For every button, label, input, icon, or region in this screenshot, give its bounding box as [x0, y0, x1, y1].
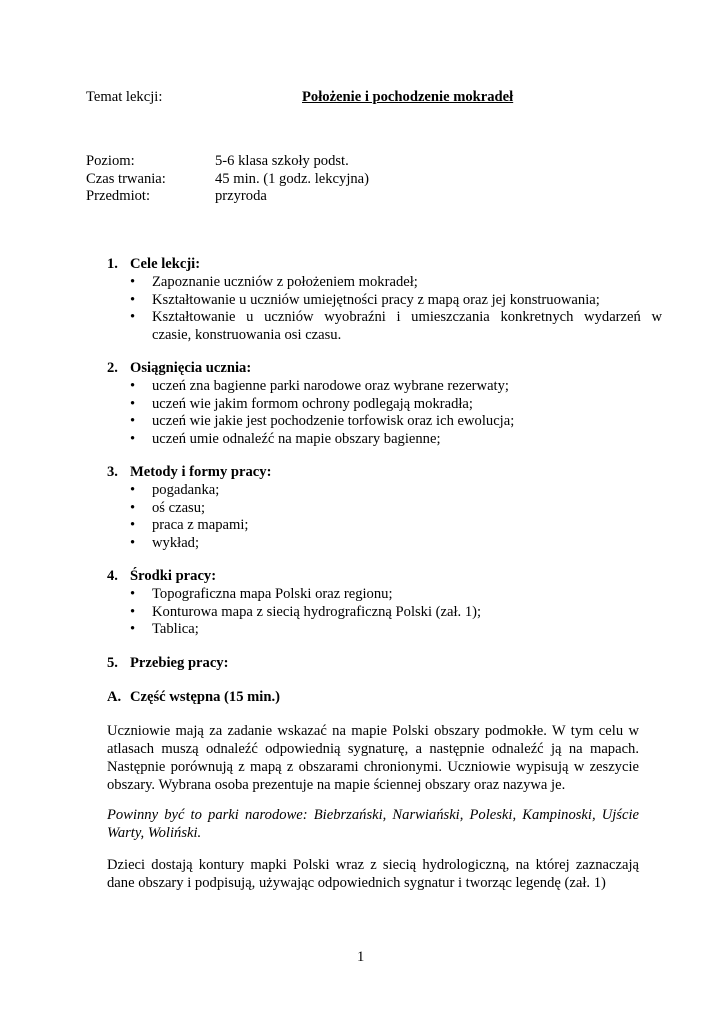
- meta-label-duration: Czas trwania:: [86, 171, 166, 187]
- section-number: 3.: [107, 464, 118, 480]
- bullet-icon: •: [130, 431, 136, 447]
- bullet-icon: •: [130, 482, 136, 498]
- section-title: Cele lekcji:: [130, 256, 201, 272]
- section-letter: A.: [107, 689, 122, 705]
- section-title: Środki pracy:: [130, 568, 217, 584]
- section-title-course: Przebieg pracy:: [130, 655, 229, 671]
- bullet-icon: •: [130, 535, 136, 551]
- bullet-icon: •: [130, 604, 136, 620]
- paragraph-parks: Powinny być to parki narodowe: Biebrzański, Narwiański, Poleski, Kampinoski, Ujście Warty, Woliński.: [107, 807, 639, 841]
- section-title: Metody i formy pracy:: [130, 464, 272, 480]
- meta-label-level: Poziom:: [86, 153, 135, 169]
- topic-label: Temat lekcji:: [86, 89, 163, 105]
- section-title: Osiągnięcia ucznia:: [130, 360, 252, 376]
- bullet-icon: •: [130, 292, 136, 308]
- bullet-icon: •: [130, 274, 136, 290]
- paragraph-map-task: Dzieci dostają kontury mapki Polski wraz z siecią hydrologiczną, na której zaznaczają dane obszary i podpisują, używając odpowiednich sygnatur i tworząc legendę (zał. 1): [107, 857, 639, 891]
- bullet-icon: •: [130, 621, 136, 637]
- meta-label-subject: Przedmiot:: [86, 188, 151, 204]
- bullet-icon: •: [130, 500, 136, 516]
- meta-value-duration: 45 min. (1 godz. lekcyjna): [215, 171, 370, 187]
- page-title: Położenie i pochodzenie mokradeł: [302, 89, 514, 105]
- section-number: 4.: [107, 568, 118, 584]
- meta-value-level: 5-6 klasa szkoły podst.: [215, 153, 349, 169]
- page-number: 1: [357, 949, 365, 965]
- meta-value-subject: przyroda: [215, 188, 267, 204]
- bullet-icon: •: [130, 517, 136, 533]
- bullet-icon: •: [130, 396, 136, 412]
- paragraph-intro: Uczniowie mają za zadanie wskazać na mapie Polski obszary podmokłe. W tym celu w atlasach muszą odnaleźć odpowiednią sygnaturę, a następnie odnaleźć ją na mapach. Następnie porównują z mapą z obszarami chronionymi. Uczniowie wypisują w zeszycie obszary. Wybrana osoba prezentuje na mapie ściennej obszary oraz nazywa je.: [107, 723, 639, 793]
- list-item-continuation: czasie, konstruowania osi czasu.: [152, 327, 342, 343]
- section-number: 1.: [107, 256, 118, 272]
- bullet-icon: •: [130, 378, 136, 394]
- section-number: 2.: [107, 360, 118, 376]
- bullet-icon: •: [130, 586, 136, 602]
- section-number: 5.: [107, 655, 118, 671]
- section-title-intro: Część wstępna (15 min.): [130, 689, 280, 705]
- bullet-icon: •: [130, 309, 136, 325]
- bullet-icon: •: [130, 413, 136, 429]
